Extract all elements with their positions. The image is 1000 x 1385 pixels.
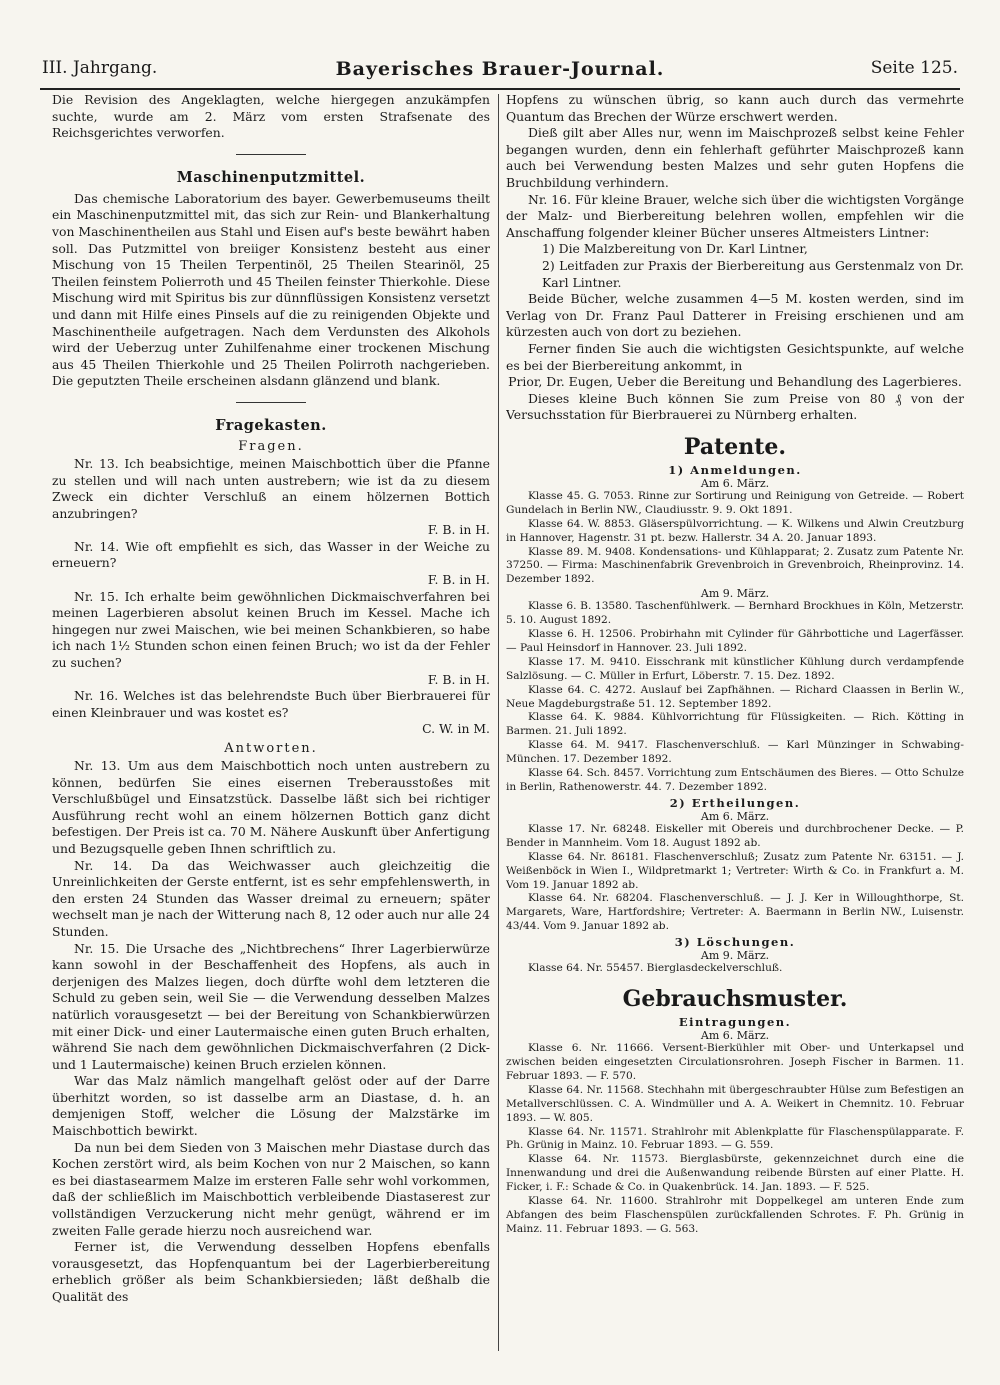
patent-list xyxy=(506,1042,964,1237)
patent-entry: Klasse 45. G. 7053. Rinne zur Sortirung und Reinigung von Getreide. — Robert Gundelach in Berlin NW., Claudiusstr. 9. 9. Okt 1891. xyxy=(506,489,964,516)
date-line: Am 6. März. xyxy=(700,809,770,823)
answer: Ferner ist, die Verwendung desselben Hopfens ebenfalls vorausgesetzt, das Hopfenquantum bei der Lagerbierbereitung erheblich größer als beim Schankbiersieden; läßt deßhalb die Qualität des xyxy=(52,1239,490,1304)
article-paragraph: Die Revision des Angeklagten, welche hiergegen anzukämpfen suchte, wurde am 2. März vom ersten Strafsenate des Reichsgerichtes verworfen. xyxy=(52,92,490,141)
signature: C. W. in M. xyxy=(422,721,490,737)
patent-entry: Klasse 64. Nr. 11573. Bierglasbürste, gekennzeichnet durch eine die Innenwandung und drei die Außenwandung reibende Bürsten auf einer Platte. H. Ficker, i. F.: Schade & Co. in Quakenbrück. 14. Jan. 1893. — F. 525. xyxy=(506,1153,964,1194)
patent-entry: Klasse 17. M. 9410. Eisschrank mit künstlicher Kühlung durch verdampfende Salzlösung. — C. Müller in Erfurt, Löberstr. 7. 15. Dez. 1892. xyxy=(506,655,964,682)
book-item: 2) Leitfaden zur Praxis der Bierbereitung aus Gerstenmalz von Dr. Karl Lintner. xyxy=(542,257,964,290)
separator xyxy=(236,402,306,403)
article-paragraph: Dieß gilt aber Alles nur, wenn im Maischprozeß selbst keine Fehler begangen wurden, denn ein fehlerhaft geführter Maischprozeß kann auch bei Verwendung besten Malzes und sehr guten Hopfens die Bruchbildung verhindern. xyxy=(506,125,964,190)
patent-entry: Klasse 6. B. 13580. Taschenfühlwerk. — Bernhard Brockhues in Köln, Metzerstr. 5. 10. August 1892. xyxy=(506,600,964,627)
patent-entry: Klasse 64. Nr. 55457. Bierglasdeckelverschluß. xyxy=(528,962,783,975)
question: Nr. 14. Wie oft empfiehlt es sich, das Wasser in der Weiche zu erneuern? xyxy=(52,538,490,571)
answer: Nr. 13. Um aus dem Maischbottich noch unten austrebern zu können, bedürfen Sie eines eisernen Treberausstoßes mit Verschlußbügel und Einsatzstück. Dasselbe läßt sich bei richtiger Ausführung recht wohl an einem hölzernen Bottich ganz dicht befestigen. Der Preis ist ca. 70 M. Nähere Auskunft über Anfertigung und Bezugsquelle geben Ihnen schriftlich zu. xyxy=(52,758,490,856)
column-divider xyxy=(498,94,499,1351)
header-rule xyxy=(40,88,960,90)
article-paragraph: Hopfens zu wünschen übrig, so kann auch durch das vermehrte Quantum das Brechen der Würze erschwert werden. xyxy=(506,92,964,124)
date-line: Am 9. März. xyxy=(700,949,770,963)
patent-entry: Klasse 6. Nr. 11666. Versent-Bierkühler mit Ober- und Unterkapsel und zwischen beiden eingesetzten Circulationsrohren. Joseph Fischer in Barmen. 11. Februar 1893. — F. 570. xyxy=(506,1042,964,1082)
patent-entry: Klasse 64. W. 8853. Gläserspülvorrichtung. — K. Wilkens und Alwin Creutzburg in Hannover, Hagenstr. 31 pt. bezw. Hallerstr. 34 A. 20. Januar 1893. xyxy=(506,517,964,544)
date-line: Am 6. März. xyxy=(700,476,770,490)
patent-entry: Klasse 64. Nr. 11568. Stechhahn mit übergeschraubter Hülse zum Befestigen an Metallverschlüssen. C. A. Windmüller und A. A. Weikert in Chemnitz. 10. Februar 1893. — W. 805. xyxy=(506,1083,964,1124)
patents-heading: Patente. xyxy=(683,433,787,460)
patent-entry: Klasse 64. Sch. 8457. Vorrichtung zum Entschäumen des Bieres. — Otto Schulze in Berlin, Rathenowerstr. 44. 7. Dezember 1892. xyxy=(506,767,964,793)
signature: F. B. in H. xyxy=(427,671,490,687)
article-paragraph: Beide Bücher, welche zusammen 4—5 M. kosten werden, sind im Verlag von Dr. Franz Paul Datterer in Freising erschienen und am kürzesten auch von dort zu beziehen. xyxy=(506,291,964,340)
journal-title: Bayerisches Brauer-Journal. xyxy=(335,58,665,80)
subheading: 3) Löschungen. xyxy=(674,935,796,950)
page-number: Seite 125. xyxy=(870,58,958,78)
utility-model-heading: Gebrauchsmuster. xyxy=(622,986,848,1013)
answer: War das Malz nämlich mangelhaft gelöst oder auf der Darre überhitzt worden, so ist dasselbe arm an Diastase, d. h. an demjenigen Stoff, welcher die Lösung der Malzstärke im Maischbottich bewirkt. xyxy=(52,1073,490,1139)
patent-entry: Klasse 64. Nr. 86181. Flaschenverschluß; Zusatz zum Patente Nr. 63151. — J. Weißenböck in Wien I., Wildpretmarkt 1; Vertreter: Wirth & Co. in Frankfurt a. M. Vom 19. Januar 1892 ab. xyxy=(506,850,964,891)
subheading: Eintragungen. xyxy=(678,1015,792,1030)
right-column xyxy=(506,92,964,1357)
question: Nr. 16. Welches ist das belehrendste Buch über Bierbrauerei für einen Kleinbrauer und was kostet es? xyxy=(52,688,490,720)
left-column xyxy=(52,92,490,1357)
article-paragraph: Ferner finden Sie auch die wichtigsten Gesichtspunkte, auf welche es bei der Bierbereitung ankommt, in xyxy=(506,340,964,373)
subheading: Fragen. xyxy=(238,438,304,454)
separator xyxy=(236,154,306,155)
subheading: Antworten. xyxy=(224,741,318,756)
article-paragraph: Nr. 16. Für kleine Brauer, welche sich über die wichtigsten Vorgänge der Malz- und Bierbereitung belehren wollen, empfehlen wir die Anschaffung folgender kleiner Bücher unseres Altmeisters Lintner: xyxy=(506,191,964,240)
patent-entry: Klasse 17. Nr. 68248. Eiskeller mit Obereis und durchbrochener Decke. — P. Bender in Mannheim. Vom 18. August 1892 ab. xyxy=(506,822,964,849)
answer: Nr. 15. Die Ursache des „Nichtbrechens“ Ihrer Lagerbierwürze kann sowohl in der Beschaffenheit des Hopfens, als auch in derjenigen des Malzes liegen, doch dürfte wohl dem letzteren die Schuld zu geben sein, weil Sie — die Verwendung desselben Malzes natürlich vorausgesetzt — bei der Bereitung von Schankbierwürzen mit einer Dick- und einer Lautermaische einen guten Bruch erhalten, während Sie nach dem gewöhnlichen Dickmaischverfahren (2 Dick- und 1 Lautermaische) keinen Bruch erzielen können. xyxy=(52,940,490,1072)
subheading: 1) Anmeldungen. xyxy=(668,462,802,477)
page-header xyxy=(0,58,1000,88)
patent-list xyxy=(506,490,964,587)
answer: Da nun bei dem Sieden von 3 Maischen mehr Diastase durch das Kochen zerstört wird, als beim Kochen von nur 2 Maischen, so kann es bei diastasearmem Malze im ersteren Falle sehr wohl vorkommen, daß der schließlich im Maischbottich verbleibende Diastaserest zur vollständigen Verzuckerung nicht mehr genügt, während er im zweiten Falle gerade hierzu noch ausreichend war. xyxy=(52,1139,490,1238)
signature: F. B. in H. xyxy=(427,522,490,538)
book-citation: Prior, Dr. Eugen, Ueber die Bereitung und Behandlung des Lagerbieres. xyxy=(508,374,962,390)
patent-entry: Klasse 64. M. 9417. Flaschenverschluß. — Karl Münzinger in Schwabing-München. 17. Dezember 1892. xyxy=(506,739,964,766)
article-paragraph: Das chemische Laboratorium des bayer. Gewerbemuseums theilt ein Maschinenputzmittel mit, das sich zur Rein- und Blankerhaltung von Maschinentheilen aus Stahl und Eisen auf's beste bewährt haben soll. Das Putzmittel von breiiger Konsistenz besteht aus einer Mischung von 15 Theilen Terpentinöl, 25 Theilen Stearinöl, 25 Theilen feinstem Polierroth und 45 Theilen feinster Thierkohle. Diese Mischung wird mit Spiritus bis zur dünnflüssigen Konsistenz versetzt und dann mit Hilfe eines Pinsels auf die zu reinigenden Objekte und Maschinentheile aufgetragen. Nach dem Verdunsten des Alkohols wird der Ueberzug unter Zuhilfenahme einer trockenen Mischung aus 45 Theilen Thierkohle und 25 Theilen Polirroth nachgerieben. Die geputzten Theile erscheinen alsdann glänzend und blank. xyxy=(52,190,490,389)
patent-entry: Klasse 64. Nr. 11571. Strahlrohr mit Ablenkplatte für Flaschenspülapparate. F. Ph. Grünig in Mainz. 10. Februar 1893. — G. 559. xyxy=(506,1125,964,1152)
question: Nr. 15. Ich erhalte beim gewöhnlichen Dickmaischverfahren bei meinen Lagerbieren absolut keinen Bruch im Kessel. Mache ich hingegen nur zwei Maischen, wie bei meinen Schankbieren, so habe ich nach 1½ Stunden schon einen feinen Bruch; wo ist da der Fehler zu suchen? xyxy=(52,588,490,671)
date-line: Am 6. März. xyxy=(700,1029,770,1043)
patent-entry: Klasse 6. H. 12506. Probirhahn mit Cylinder für Gährbottiche und Lagerfässer. — Paul Heinsdorf in Hannover. 23. Juli 1892. xyxy=(506,628,964,654)
book-item: 1) Die Malzbereitung von Dr. Karl Lintner, xyxy=(542,241,808,257)
date-line: Am 9. März. xyxy=(700,587,770,601)
patent-entry: Klasse 64. K. 9884. Kühlvorrichtung für Flüssigkeiten. — Rich. Kötting in Barmen. 21. Juli 1892. xyxy=(506,711,964,738)
subheading: 2) Ertheilungen. xyxy=(669,795,801,810)
section-heading: Maschinenputzmittel. xyxy=(176,168,366,186)
book-list xyxy=(506,241,964,291)
patent-entry: Klasse 89. M. 9408. Kondensations- und Kühlapparat; 2. Zusatz zum Patente Nr. 37250. — Firma: Maschinenfabrik Grevenbroich in Grevenbroich, Rheinprovinz. 14. Dezember 1892. xyxy=(506,545,964,586)
answer: Nr. 14. Da das Weichwasser auch gleichzeitig die Unreinlichkeiten der Gerste entfernt, ist es sehr empfehlenswerth, in den ersten 24 Stunden das Wasser dreimal zu erneuern; später wechselt man je nach der Witterung nach 8, 12 oder auch nur alle 24 Stunden. xyxy=(52,857,490,939)
question: Nr. 13. Ich beabsichtige, meinen Maischbottich über die Pfanne zu stellen und will nach unten austrebern; wie ist da zu diesem Zweck ein dichter Verschluß an einem hölzernen Bottich anzubringen? xyxy=(52,455,490,521)
patent-list xyxy=(506,823,964,934)
volume-label: III. Jahrgang. xyxy=(42,58,158,78)
section-heading: Fragekasten. xyxy=(215,416,327,434)
patent-list xyxy=(506,600,964,795)
patent-entry: Klasse 64. Nr. 11600. Strahlrohr mit Doppelkegel am unteren Ende zum Abfangen des beim Flaschenspülen zurückfallenden Schrotes. F. Ph. Grünig in Mainz. 11. Februar 1893. — G. 563. xyxy=(506,1195,964,1235)
patent-entry: Klasse 64. Nr. 68204. Flaschenverschluß. — J. J. Ker in Willoughthorpe, St. Margarets, Ware, Hartfordshire; Vertreter: A. Baermann in Berlin NW., Luisenstr. 43/44. Vom 9. Januar 1892 ab. xyxy=(506,892,964,933)
signature: F. B. in H. xyxy=(427,572,490,588)
patent-entry: Klasse 64. C. 4272. Auslauf bei Zapfhähnen. — Richard Claassen in Berlin W., Neue Magdeburgstraße 51. 12. September 1892. xyxy=(506,683,964,710)
article-paragraph: Dieses kleine Buch können Sie zum Preise von 80 ₰ von der Versuchsstation für Bierbrauerei zu Nürnberg erhalten. xyxy=(506,390,964,423)
